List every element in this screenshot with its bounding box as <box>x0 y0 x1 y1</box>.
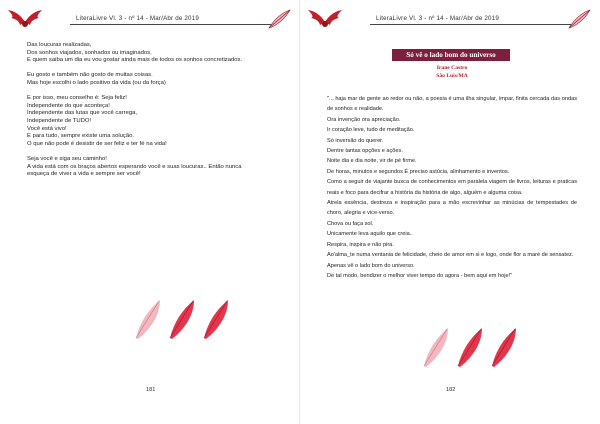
author-place: São Luís/MA <box>436 73 468 79</box>
quill-icon <box>266 8 292 30</box>
page-number: 181 <box>146 387 156 393</box>
poem-line: Unicamente leva aquilo que creia.. <box>327 231 413 238</box>
feathers-decoration-icon <box>132 292 242 342</box>
wings-logo-icon <box>8 8 42 30</box>
poem-body <box>327 94 577 281</box>
wings-logo-icon <box>308 8 342 30</box>
poem-line: Ao'alma_te numa ventania de felicidade, cheio de amor em si e logo, onde flor a maré de sensatez. <box>327 252 574 259</box>
feathers-decoration-icon <box>420 320 530 370</box>
text-line: Eu gosto e também não gosto de muitas coisas. <box>27 72 153 79</box>
text-line: Das loucuras realizadas, <box>27 42 92 48</box>
page-number: 182 <box>446 387 456 393</box>
left-body-text <box>27 42 242 179</box>
poem-line: Dentre tantas opções e ações. <box>327 148 403 155</box>
poem-line: "... haja mar de gente ao redor ou não, a poesia é uma ilha singular, ímpar, finita cercada das ondas de sonhos e realidade. <box>327 96 577 113</box>
poem-line: Ora invenção ora apreciação. <box>327 116 401 123</box>
poem-title: Só vê o lado bom do universo <box>392 49 510 61</box>
text-line: Independente do que aconteça! <box>27 102 110 109</box>
text-line: O que não pode é desistir de ser feliz e ter fé na vida! <box>27 140 167 147</box>
text-line: esqueça de viver a vida e sempre ser você! <box>27 171 141 178</box>
text-line: E quem saiba um dia eu vou gostar ainda mais de todos os sonhos concretizados. <box>27 57 243 64</box>
page-header <box>8 8 292 30</box>
page-header <box>308 8 592 30</box>
header-title: LiteraLivre Vl. 3 - nº 14 - Mar/Abr de 2019 <box>376 15 499 22</box>
quill-icon <box>566 8 592 30</box>
header-title: LiteraLivre Vl. 3 - nº 14 - Mar/Abr de 2019 <box>76 15 199 22</box>
author-name: Irane Castro <box>436 65 468 71</box>
poem-line: De horas, minutos e segundos É preciso astúcia, alinhamento e inventos. <box>327 168 510 175</box>
poem-line: Noite dia e dia noite, vir de pé firme. <box>327 158 417 165</box>
poem-line: Atrela essência, destreza e inspiração para a mão escrevinhar as minúcias de tempestades de choro, alegria e vice-verso. <box>327 200 577 217</box>
text-line: Você está vivo! <box>27 125 67 132</box>
text-line: Independente de TUDO! <box>27 117 92 124</box>
header-rule <box>70 24 272 25</box>
poem-line: Ir coração leve, tudo de meditação. <box>327 127 415 134</box>
text-line: Mas hoje escolhi o lado positivo da vida (ou da força) <box>27 79 166 86</box>
poem-line: Respira, inspira e não pira. <box>327 241 394 248</box>
text-line: Independente das lutas que você carrega, <box>27 110 138 117</box>
poem-line: Como a seguir de viajante busca de conhecimentos em paralela viagem de livros, leituras e praticas reais e foco para decifrar a história da história de algo, alguém e alguma coisa. <box>327 179 577 196</box>
text-line: E por isso, meu conselho é: Seja feliz! <box>27 95 127 102</box>
poem-line: De tal modo, bendizer o melhor viver tempo do agora - bem aqui em hoje!" <box>327 272 513 279</box>
text-line: E para tudo, sempre existe uma solução. <box>27 133 135 140</box>
text-line: A vida está com os braços abertos esperando você e suas loucuras.. Então nunca <box>27 163 242 170</box>
header-rule <box>370 24 572 25</box>
poem-line: Chova ou faça sol. <box>327 220 374 227</box>
text-line: Seja você e siga seu caminho! <box>27 155 107 162</box>
poem-line: Apenas vê o lado bom do universo. <box>327 262 415 269</box>
text-line: Dos sonhos viajados, sonhados ou imaginados. <box>27 49 152 56</box>
poem-line: Só inversão do querer. <box>327 137 384 144</box>
